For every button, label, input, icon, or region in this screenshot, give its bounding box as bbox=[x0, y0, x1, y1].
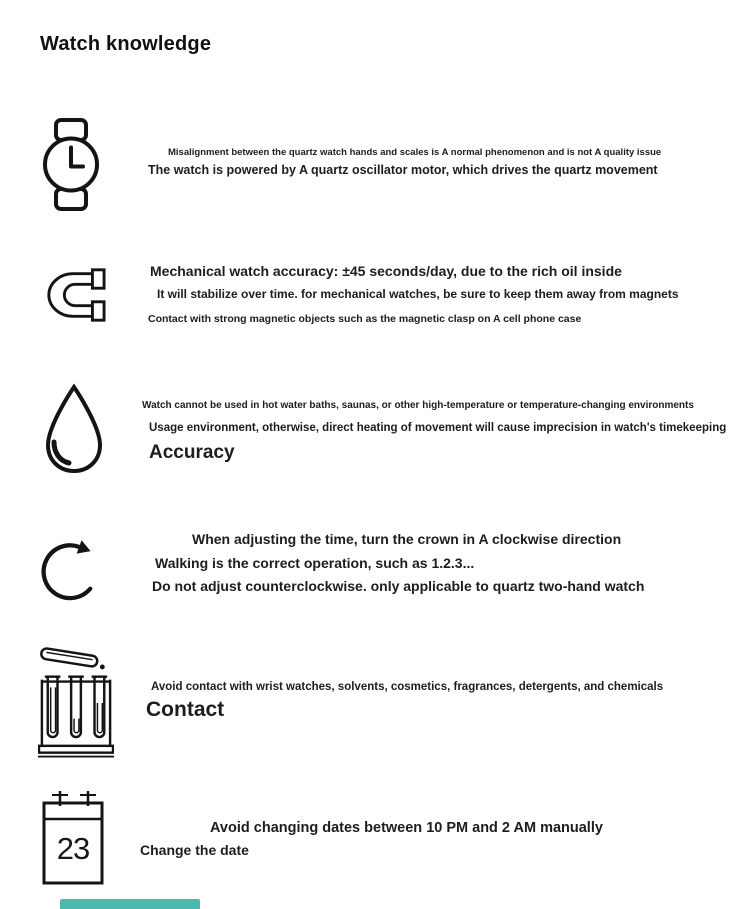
section-temp-note: Watch cannot be used in hot water baths, saunas, or other high-temperature or temperature-changing environments bbox=[142, 400, 694, 411]
page-title: Watch knowledge bbox=[40, 33, 212, 55]
calendar-day-number: 23 bbox=[56, 831, 90, 866]
water-drop-icon bbox=[42, 383, 106, 475]
section-adjust-line2: Walking is the correct operation, such as 1.2.3... bbox=[155, 555, 475, 571]
clockwise-arrow-icon bbox=[38, 524, 104, 610]
section-quartz-note: Misalignment between the quartz watch hands and scales is A normal phenomenon and is not A quality issue bbox=[168, 147, 662, 158]
section-magnet-note: Contact with strong magnetic objects such as the magnetic clasp on A cell phone case bbox=[148, 313, 582, 325]
wristwatch-icon bbox=[41, 117, 101, 212]
section-adjust-line3: Do not adjust counterclockwise. only applicable to quartz two-hand watch bbox=[152, 578, 645, 594]
section-magnet-title: Mechanical watch accuracy: ±45 seconds/day, due to the rich oil inside bbox=[150, 263, 622, 279]
section-contact-heading: Contact bbox=[146, 698, 225, 721]
section-adjust-line1: When adjusting the time, turn the crown in A clockwise direction bbox=[192, 531, 622, 547]
section-quartz-main: The watch is powered by A quartz oscillator motor, which drives the quartz movement bbox=[148, 163, 658, 177]
section-magnet-sub: It will stabilize over time. for mechanical watches, be sure to keep them away from magnets bbox=[157, 287, 679, 301]
section-date-main: Avoid changing dates between 10 PM and 2 AM manually bbox=[210, 820, 603, 836]
section-date-sub: Change the date bbox=[140, 842, 249, 858]
view-more-button-partial[interactable] bbox=[60, 899, 200, 909]
section-contact-note: Avoid contact with wrist watches, solvents, cosmetics, fragrances, detergents, and chemicals bbox=[151, 681, 664, 693]
section-temp-heading: Accuracy bbox=[149, 442, 235, 463]
section-temp-sub: Usage environment, otherwise, direct heating of movement will cause imprecision in watch's timekeeping bbox=[149, 422, 727, 434]
magnet-icon bbox=[44, 264, 106, 326]
test-tubes-icon bbox=[38, 644, 114, 760]
